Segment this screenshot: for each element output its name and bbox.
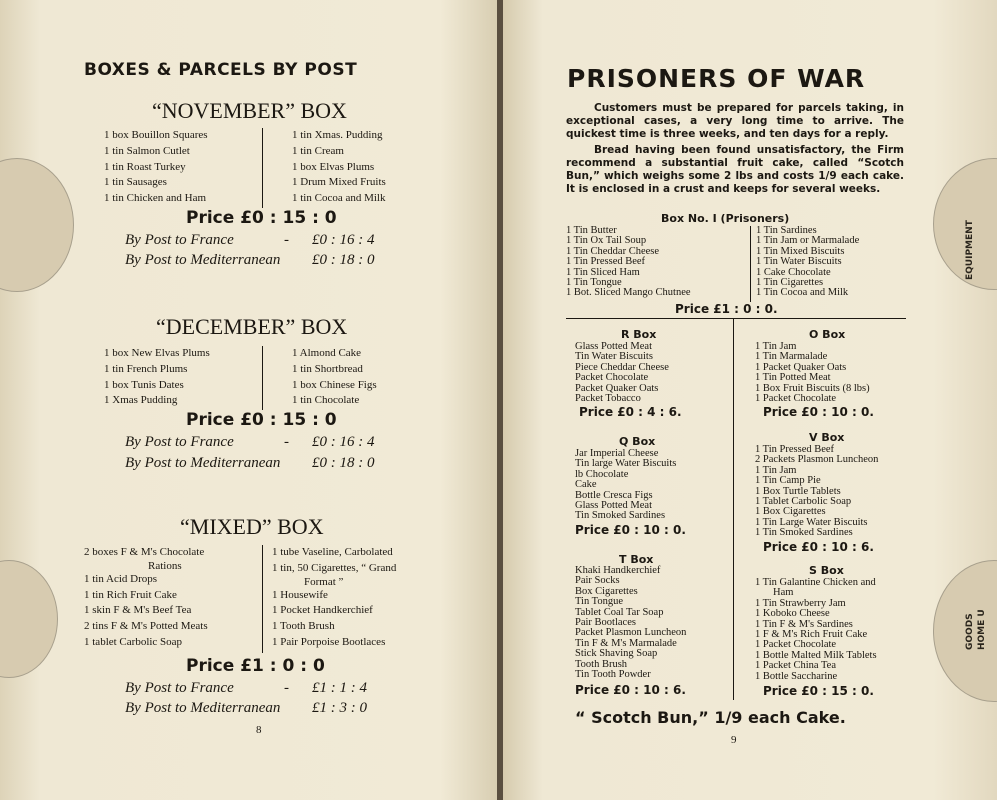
list-item: Khaki Handkerchief	[575, 565, 661, 576]
list-item: 2 boxes F & M's Chocolate	[84, 546, 205, 558]
list-item: Tin Tongue	[575, 596, 623, 608]
list-item: 1 Bot. Sliced Mango Chutnee	[566, 287, 691, 299]
list-item: 1 Tin Smoked Sardines	[755, 527, 853, 539]
list-item: Rations	[148, 559, 182, 572]
list-item: Glass Potted Meat	[575, 500, 652, 512]
list-item: 1 Tin Pressed Beef	[566, 256, 646, 268]
list-item: 1 tin Chicken and Ham	[104, 192, 207, 205]
list-item: 1 F & M's Rich Fruit Cake	[755, 629, 868, 641]
list-item: 1 Tin Cigarettes	[756, 277, 824, 289]
mediterranean-label: By Post to Mediterranean	[125, 455, 281, 471]
t-box-title: T Box	[619, 553, 654, 566]
mixed-price: Price £1 : 0 : 0	[186, 656, 325, 676]
list-item: Tin Smoked Sardines	[575, 510, 666, 522]
column-divider	[262, 346, 263, 410]
list-item: 1 Tin Mixed Biscuits	[756, 245, 845, 257]
page-number: 8	[256, 724, 262, 736]
france-label: By Post to France	[125, 232, 234, 248]
list-item: 1 Housewife	[272, 588, 328, 601]
list-item: 1 tin, 50 Cigarettes, “ Grand	[272, 561, 397, 574]
list-item: 1 tin Sausages	[104, 176, 167, 189]
left-page	[0, 0, 497, 800]
list-item: 1 Tin Sardines	[756, 225, 817, 236]
v-box-title: V Box	[809, 431, 845, 444]
november-box-title: “NOVEMBER” BOX	[152, 98, 347, 123]
s-box-title: S Box	[809, 564, 844, 577]
t-box-price: Price £0 : 10 : 6.	[575, 683, 686, 697]
r-box-items	[575, 342, 669, 404]
q-box-items	[575, 449, 676, 522]
list-item: 1 Packet China Tea	[755, 660, 837, 672]
list-item: 1 tin Rich Fruit Cake	[84, 588, 177, 601]
intro-paragraph: Customers must be prepared for parcels taking, in exceptional cases, a very long time to arrive. The quickest time is three weeks, and ten days for a reply.	[566, 102, 904, 140]
list-item: 1 Packet Quaker Oats	[755, 361, 847, 373]
list-item: 1 Pocket Handkerchief	[272, 604, 373, 617]
november-items-right	[292, 128, 386, 207]
list-item: 1 Tablet Carbolic Soap	[755, 496, 852, 508]
list-item: 1 Cake Chocolate	[756, 266, 831, 278]
list-item: 1 Tin Sliced Ham	[566, 266, 640, 278]
list-item: 1 Drum Mixed Fruits	[292, 176, 386, 189]
list-item: 1 tin Xmas. Pudding	[292, 129, 383, 141]
section-heading: BOXES & PARCELS BY POST	[84, 60, 358, 80]
column-divider	[262, 128, 263, 208]
list-item: 1 Packet Chocolate	[755, 393, 837, 405]
list-item: Packet Quaker Oats	[575, 382, 659, 394]
list-item: Piece Cheddar Cheese	[575, 361, 669, 373]
december-items-right	[292, 346, 377, 409]
list-item: 1 Bottle Saccharine	[755, 670, 838, 682]
list-item: Tooth Brush	[575, 658, 628, 670]
list-item: Pair Bootlaces	[575, 617, 636, 629]
book-gutter	[497, 0, 503, 800]
list-item: 1 box Bouillon Squares	[104, 129, 208, 141]
mediterranean-label: By Post to Mediterranean	[125, 700, 281, 716]
list-item: 1 box New Elvas Plums	[104, 347, 210, 359]
page-title: PRISONERS OF WAR	[567, 64, 866, 93]
section-divider	[566, 318, 906, 319]
list-item: 1 Bottle Malted Milk Tablets	[755, 649, 877, 661]
list-item: 1 box Tunis Dates	[104, 378, 184, 391]
mixed-items-right	[272, 545, 396, 651]
s-box-items	[755, 578, 877, 682]
list-item: Tin large Water Biscuits	[575, 458, 677, 470]
list-item: 1 tin French Plums	[104, 362, 188, 375]
dash: -	[284, 680, 289, 696]
list-item: Packet Chocolate	[575, 372, 649, 384]
list-item: 1 tin Shortbread	[292, 362, 363, 375]
december-price: Price £0 : 15 : 0	[186, 410, 337, 430]
france-price: £0 : 16 : 4	[312, 434, 375, 450]
list-item: 1 Tin Galantine Chicken and	[755, 577, 876, 588]
o-box-title: O Box	[809, 328, 846, 341]
list-item: 1 box Elvas Plums	[292, 160, 375, 173]
t-box-items	[575, 566, 686, 680]
list-item: Tin Water Biscuits	[575, 351, 653, 363]
goods-tab-label: GOODS	[965, 613, 975, 650]
equipment-tab-label: EQUIPMENT	[965, 220, 975, 280]
column-divider	[262, 545, 263, 653]
list-item: 1 Box Fruit Biscuits (8 lbs)	[755, 382, 870, 394]
november-price: Price £0 : 15 : 0	[186, 208, 337, 228]
o-box-price: Price £0 : 10 : 0.	[763, 405, 874, 419]
list-item: 1 Pair Porpoise Bootlaces	[272, 635, 386, 648]
box-no-1-title: Box No. I (Prisoners)	[661, 212, 790, 225]
list-item: Bottle Cresca Figs	[575, 489, 653, 501]
list-item: 1 skin F & M's Beef Tea	[84, 604, 192, 617]
intro-text	[566, 102, 904, 196]
list-item: 1 tin Roast Turkey	[104, 160, 186, 173]
list-item: Jar Imperial Cheese	[575, 448, 659, 459]
list-item: Format ”	[304, 575, 344, 588]
list-item: lb Chocolate	[575, 468, 629, 480]
column-divider	[733, 318, 734, 700]
list-item: 1 Box Turtle Tablets	[755, 485, 841, 497]
france-price: £0 : 16 : 4	[312, 232, 375, 248]
list-item: 1 tin Chocolate	[292, 394, 360, 407]
list-item: 1 tablet Carbolic Soap	[84, 635, 183, 648]
page-number: 9	[731, 734, 737, 746]
box-no-1-items-right	[756, 226, 859, 299]
right-page	[503, 0, 997, 800]
list-item: Packet Plasmon Luncheon	[575, 627, 687, 639]
list-item: 1 Tin Cheddar Cheese	[566, 245, 660, 257]
q-box-title: Q Box	[619, 435, 656, 448]
r-box-price: Price £0 : 4 : 6.	[579, 405, 682, 419]
s-box-price: Price £0 : 15 : 0.	[763, 684, 874, 698]
list-item: 1 Koboko Cheese	[755, 608, 830, 620]
list-item: Ham	[773, 587, 794, 599]
list-item: 1 Tin Strawberry Jam	[755, 597, 846, 609]
france-label: By Post to France	[125, 434, 234, 450]
list-item: 1 Tin Water Biscuits	[756, 256, 842, 268]
list-item: 1 Tin Cocoa and Milk	[756, 287, 849, 299]
list-item: 1 Tin Pressed Beef	[755, 444, 835, 455]
list-item: 1 Tin Butter	[566, 225, 617, 236]
france-price: £1 : 1 : 4	[312, 680, 367, 696]
list-item: 2 Packets Plasmon Luncheon	[755, 454, 879, 466]
france-label: By Post to France	[125, 680, 234, 696]
column-divider	[750, 226, 751, 302]
list-item: 1 tin Cream	[292, 144, 344, 157]
scotch-bun-footer: “ Scotch Bun,” 1/9 each Cake.	[575, 708, 846, 727]
v-box-price: Price £0 : 10 : 6.	[763, 540, 874, 554]
list-item: Tablet Coal Tar Soap	[575, 606, 664, 618]
list-item: Glass Potted Meat	[575, 341, 652, 352]
list-item: 1 Packet Chocolate	[755, 639, 837, 651]
list-item: 1 box Chinese Figs	[292, 378, 377, 391]
list-item: 1 tin Acid Drops	[84, 572, 158, 585]
list-item: 1 Almond Cake	[292, 347, 362, 359]
mediterranean-price: £0 : 18 : 0	[312, 455, 375, 471]
list-item: 1 Tin Potted Meat	[755, 372, 831, 384]
december-items-left	[104, 346, 210, 409]
list-item: 1 Tin Large Water Biscuits	[755, 516, 868, 528]
intro-paragraph: Bread having been found unsatisfactory, the Firm recommend a substantial fruit cake, called “Scotch Bun,” which weighs some 2 lbs and costs 1/9 each cake. It is enclosed in a crust and keeps for several weeks.	[566, 144, 904, 195]
list-item: 1 Tin F & M's Sardines	[755, 618, 853, 630]
mixed-box-title: “MIXED” BOX	[180, 514, 324, 539]
list-item: 1 tin Salmon Cutlet	[104, 144, 190, 157]
list-item: Box Cigarettes	[575, 585, 638, 597]
thumb-tab-cutout	[0, 560, 58, 678]
thumb-tab-cutout	[0, 158, 74, 292]
list-item: 1 Tin Tongue	[566, 277, 622, 289]
list-item: Pair Socks	[575, 575, 620, 587]
mediterranean-price: £1 : 3 : 0	[312, 700, 367, 716]
list-item: Packet Tobacco	[575, 393, 641, 405]
list-item: Stick Shaving Soap	[575, 648, 658, 660]
box-no-1-price: Price £1 : 0 : 0.	[675, 302, 778, 316]
list-item: 1 Box Cigarettes	[755, 506, 826, 518]
list-item: 1 Tin Marmalade	[755, 351, 828, 363]
list-item: 1 Tooth Brush	[272, 620, 335, 633]
v-box-items	[755, 445, 878, 539]
list-item: Tin Tooth Powder	[575, 669, 651, 681]
dash: -	[284, 232, 289, 248]
list-item: 2 tins F & M's Potted Meats	[84, 620, 208, 633]
list-item: Cake	[575, 479, 597, 491]
list-item: 1 Tin Ox Tail Soup	[566, 235, 647, 247]
mediterranean-label: By Post to Mediterranean	[125, 252, 281, 268]
list-item: 1 Tin Jam	[755, 341, 797, 352]
list-item: 1 Tin Camp Pie	[755, 475, 821, 487]
list-item: 1 Xmas Pudding	[104, 394, 178, 407]
r-box-title: R Box	[621, 328, 657, 341]
mediterranean-price: £0 : 18 : 0	[312, 252, 375, 268]
mixed-items-left	[84, 545, 208, 651]
dash: -	[284, 434, 289, 450]
q-box-price: Price £0 : 10 : 0.	[575, 523, 686, 537]
december-box-title: “DECEMBER” BOX	[156, 314, 348, 339]
november-items-left	[104, 128, 208, 207]
home-tab-label: HOME U	[977, 609, 987, 650]
o-box-items	[755, 342, 870, 404]
list-item: 1 Tin Jam or Marmalade	[756, 235, 860, 247]
list-item: 1 tube Vaseline, Carbolated	[272, 546, 393, 558]
list-item: 1 tin Cocoa and Milk	[292, 192, 386, 205]
list-item: Tin F & M's Marmalade	[575, 637, 677, 649]
list-item: 1 Tin Jam	[755, 464, 797, 476]
box-no-1-items-left	[566, 226, 691, 299]
